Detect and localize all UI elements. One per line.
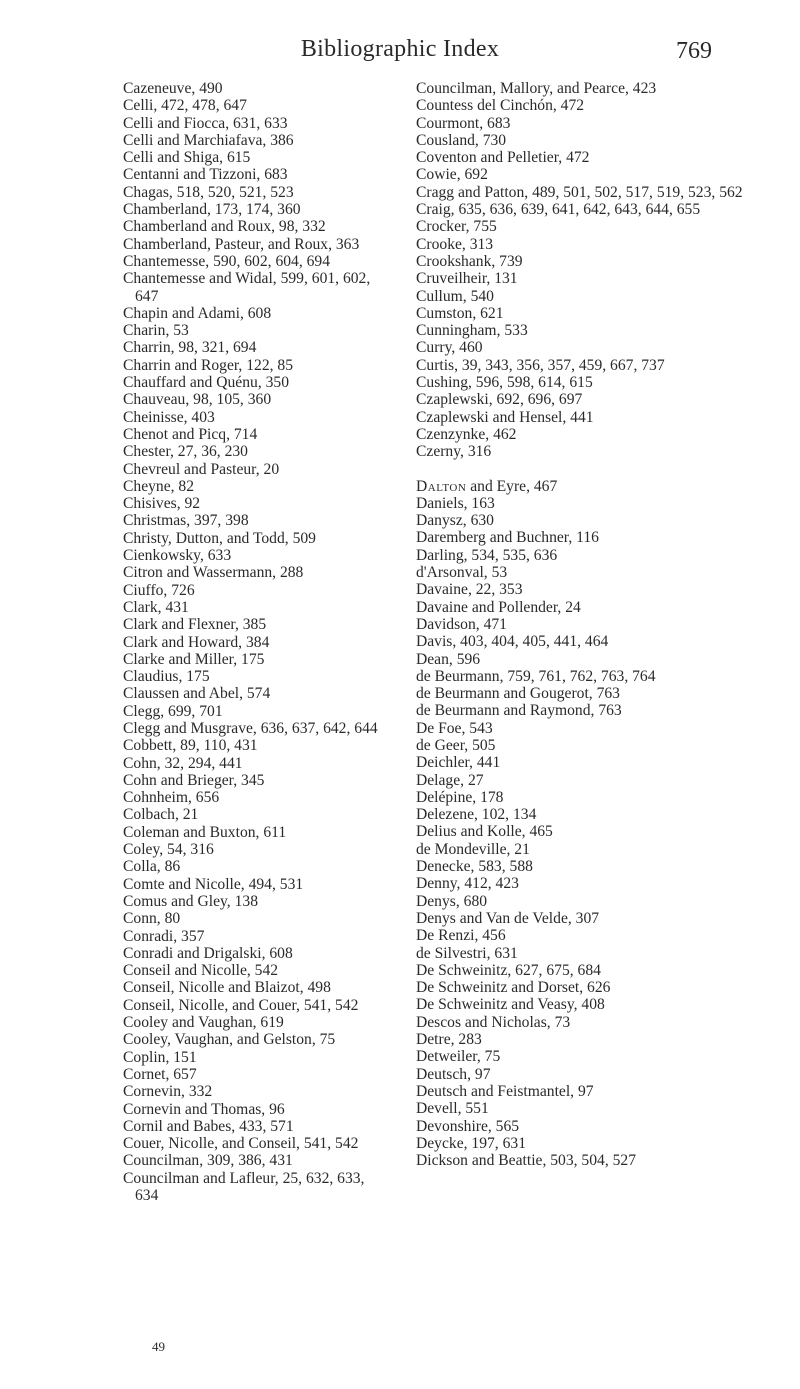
index-column-right [416,80,766,1169]
index-entry: d'Arsonval, 53 [416,564,508,582]
index-entry: Councilman and Lafleur, 25, 632, 633, 634 [123,1169,365,1204]
index-entry: Curry, 460 [416,339,483,357]
index-entry: De Foe, 543 [416,719,493,737]
index-entry: Cheyne, 82 [123,477,195,495]
index-entry: Chagas, 518, 520, 521, 523 [123,183,294,201]
page-number: 769 [676,38,712,64]
index-entry: De Schweinitz and Veasy, 408 [416,996,605,1014]
index-entry: Conseil, Nicolle, and Couer, 541, 542 [123,996,359,1014]
index-entry: Cornet, 657 [123,1065,197,1083]
index-entry: Conradi and Drigalski, 608 [123,944,293,962]
index-entry: Celli and Fiocca, 631, 633 [123,114,288,132]
index-entry: Chamberland, 173, 174, 360 [123,201,301,219]
index-entry: Cruveilheir, 131 [416,270,518,288]
index-entry: Clark and Flexner, 385 [123,616,267,634]
index-entry: Davidson, 471 [416,615,507,633]
index-entry: Cohn and Brieger, 345 [123,771,265,789]
index-entry: Denys and Van de Velde, 307 [416,909,600,927]
index-entry: Conradi, 357 [123,927,205,945]
index-entry: De Schweinitz, 627, 675, 684 [416,961,601,979]
index-entry: Chester, 27, 36, 230 [123,443,248,461]
index-entry: De Schweinitz and Dorset, 626 [416,979,611,997]
index-entry: Coleman and Buxton, 611 [123,823,287,841]
index-entry: de Beurmann, 759, 761, 762, 763, 764 [416,667,656,685]
page-header [0,36,800,76]
index-entry: Detweiler, 75 [416,1048,501,1066]
index-entry: Cragg and Patton, 489, 501, 502, 517, 519, 523, 562 [416,183,743,201]
index-entry: Cousland, 730 [416,131,507,149]
index-entry: Cienkowsky, 633 [123,547,232,565]
index-entry: Darling, 534, 535, 636 [416,546,558,564]
section-lead-rest: and Eyre, 467 [466,477,558,495]
index-entry: Dickson and Beattie, 503, 504, 527 [416,1152,637,1170]
index-entry: Cornil and Babes, 433, 571 [123,1117,294,1135]
index-entry: Chamberland, Pasteur, and Roux, 363 [123,235,360,253]
index-entry: Coventon and Pelletier, 472 [416,149,590,167]
index-entry: Coley, 54, 316 [123,841,214,859]
signature-mark: 49 [152,1339,165,1354]
index-entry: Detre, 283 [416,1031,482,1049]
index-entry: Cazeneuve, 490 [123,80,223,97]
index-entry: Dean, 596 [416,650,481,668]
index-entry: Charrin, 98, 321, 694 [123,339,257,357]
index-entry: Chenot and Picq, 714 [123,425,258,443]
index-entry: Chisives, 92 [123,495,201,513]
index-entry: de Geer, 505 [416,736,496,754]
index-entry: Denny, 412, 423 [416,875,519,893]
index-entry: Citron and Wassermann, 288 [123,564,304,582]
index-entry: Denecke, 583, 588 [416,858,533,876]
index-entry: Clark, 431 [123,598,189,616]
index-entry: Cohnheim, 656 [123,789,220,807]
index-entry: Cornevin, 332 [123,1083,213,1101]
index-entry: Christmas, 397, 398 [123,512,249,530]
index-entry: Daniels, 163 [416,494,495,512]
index-entry: Czaplewski, 692, 696, 697 [416,391,583,409]
index-entry: Cooley and Vaughan, 619 [123,1014,284,1032]
index-entry: Claudius, 175 [123,668,210,686]
index-entry: Couer, Nicolle, and Conseil, 541, 542 [123,1135,359,1153]
index-entry: Cumston, 621 [416,304,504,322]
index-entry: Centanni and Tizzoni, 683 [123,166,288,184]
index-entry: Clegg and Musgrave, 636, 637, 642, 644 [123,719,378,737]
index-entry: Celli and Shiga, 615 [123,149,251,167]
index-entry: Crocker, 755 [416,218,497,236]
index-entry: Chauveau, 98, 105, 360 [123,391,272,409]
index-entry: Comus and Gley, 138 [123,892,258,910]
index-entry: Delage, 27 [416,771,484,789]
index-entry: Charrin and Roger, 122, 85 [123,356,294,374]
index-entry: Ciuffo, 726 [123,581,195,599]
index-entry: Chauffard and Quénu, 350 [123,374,290,392]
index-entry: Craig, 635, 636, 639, 641, 642, 643, 644, 655 [416,201,701,219]
index-entry: Deycke, 197, 631 [416,1134,526,1152]
index-entry: Czerny, 316 [416,443,492,461]
index-entry: Devonshire, 565 [416,1117,520,1135]
index-entry: Celli, 472, 478, 647 [123,97,247,115]
index-entry: Countess del Cinchón, 472 [416,97,585,115]
index-entry: Devell, 551 [416,1100,489,1118]
index-entry: Chevreul and Pasteur, 20 [123,460,280,478]
index-entry: Crooke, 313 [416,235,494,253]
index-entry: Davaine, 22, 353 [416,581,523,599]
index-entry-section-start [416,478,766,495]
index-entry: Danysz, 630 [416,512,494,530]
index-entry: de Silvestri, 631 [416,944,518,962]
index-entry: Cowie, 692 [416,166,488,184]
index-entry: Colla, 86 [123,858,181,876]
index-entry: Chantemesse and Widal, 599, 601, 602, 647 [123,270,371,305]
index-entry: Conn, 80 [123,910,181,928]
index-entry: Councilman, Mallory, and Pearce, 423 [416,80,657,97]
index-entry: Cunningham, 533 [416,322,528,340]
index-entry: Czenzynke, 462 [416,425,517,443]
index-entry: Celli and Marchiafava, 386 [123,131,294,149]
index-entry: Delezene, 102, 134 [416,806,537,824]
index-entry: Claussen and Abel, 574 [123,685,271,703]
index-entry: Davaine and Pollender, 24 [416,598,581,616]
index-entry: De Renzi, 456 [416,927,506,945]
index-entry: Councilman, 309, 386, 431 [123,1152,293,1170]
index-entry: Deutsch and Feistmantel, 97 [416,1082,594,1100]
index-entry: Clegg, 699, 701 [123,702,223,720]
index-entry: Curtis, 39, 343, 356, 357, 459, 667, 737 [416,356,665,374]
index-entry: Cohn, 32, 294, 441 [123,754,243,772]
index-entry: Cheinisse, 403 [123,408,215,426]
index-entry: Deutsch, 97 [416,1065,491,1083]
section-lead-word: Dalton [416,477,467,495]
index-entry: Cobbett, 89, 110, 431 [123,737,258,755]
index-entry: Charin, 53 [123,322,189,340]
index-entry: Czaplewski and Hensel, 441 [416,408,594,426]
index-entry: Chamberland and Roux, 98, 332 [123,218,326,236]
index-entry: Conseil and Nicolle, 542 [123,962,279,980]
index-entry: Colbach, 21 [123,806,199,824]
running-title: Bibliographic Index [300,36,500,62]
index-entry: Descos and Nicholas, 73 [416,1013,571,1031]
index-entry: Conseil, Nicolle and Blaizot, 498 [123,979,331,997]
index-entry: Denys, 680 [416,892,488,910]
index-entry: Chantemesse, 590, 602, 604, 694 [123,252,331,270]
index-entry: Chapin and Adami, 608 [123,304,272,322]
index-entry: Cooley, Vaughan, and Gelston, 75 [123,1031,336,1049]
index-entry: Clark and Howard, 384 [123,633,270,651]
index-entry: Courmont, 683 [416,114,511,132]
index-entry: Cullum, 540 [416,287,494,305]
index-entry: de Beurmann and Raymond, 763 [416,702,622,720]
index-entry: Davis, 403, 404, 405, 441, 464 [416,633,609,651]
index-entry: Delépine, 178 [416,788,504,806]
index-entry: Delius and Kolle, 465 [416,823,553,841]
index-entry: de Mondeville, 21 [416,840,530,858]
index-entry: Clarke and Miller, 175 [123,650,265,668]
index-entry: Deichler, 441 [416,754,501,772]
index-entry: Cornevin and Thomas, 96 [123,1100,285,1118]
index-entry: Comte and Nicolle, 494, 531 [123,875,304,893]
index-entry: Coplin, 151 [123,1048,197,1066]
index-entry: Christy, Dutton, and Todd, 509 [123,529,316,547]
index-entry: Cushing, 596, 598, 614, 615 [416,374,593,392]
index-entry: de Beurmann and Gougerot, 763 [416,685,620,703]
index-entry: Daremberg and Buchner, 116 [416,529,599,547]
index-entry: Crookshank, 739 [416,252,523,270]
index-column-left [123,80,385,1204]
